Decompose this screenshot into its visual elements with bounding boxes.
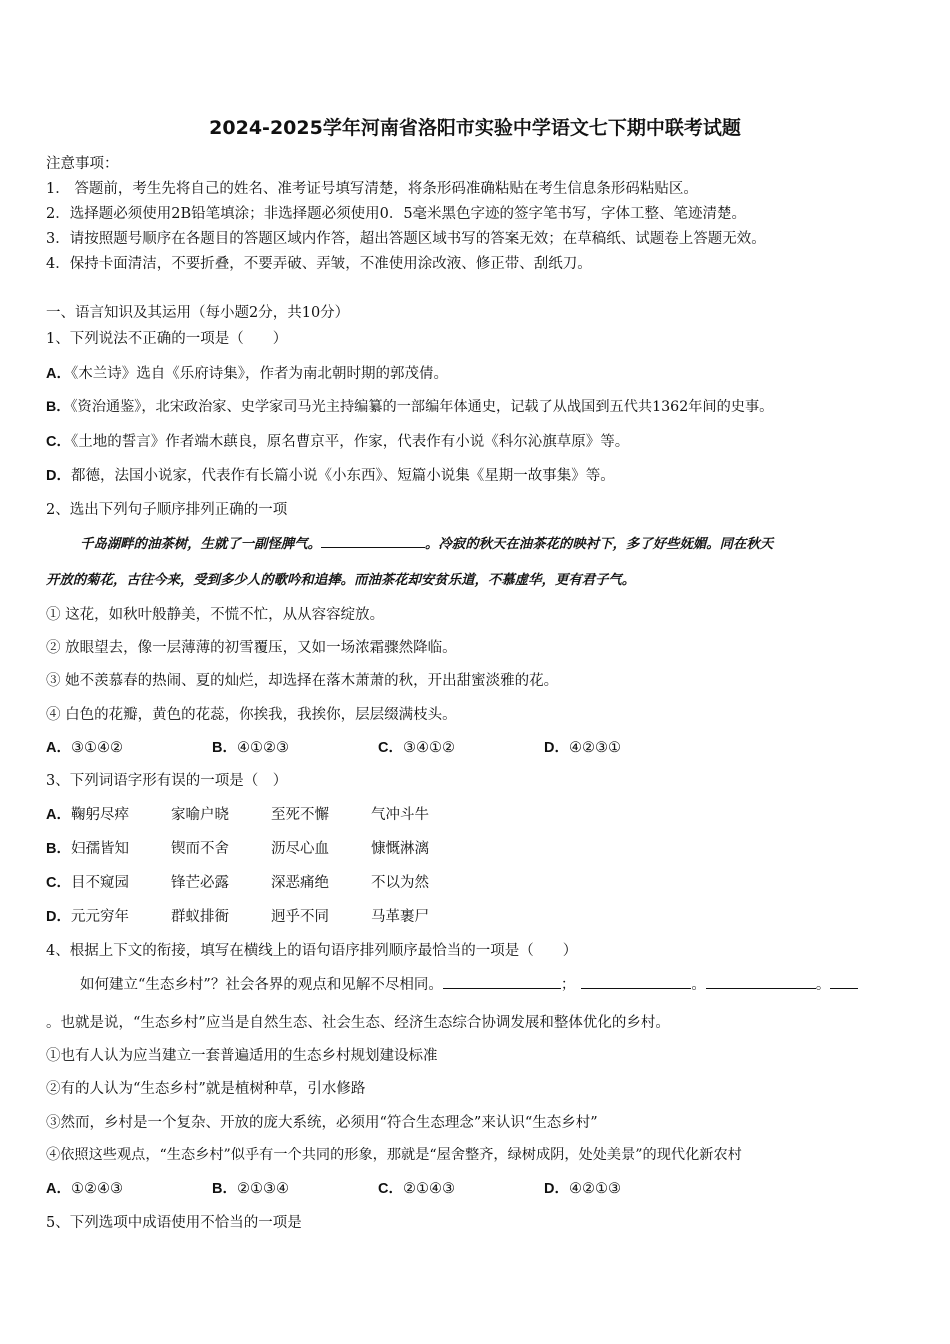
answer-blank bbox=[706, 974, 816, 989]
q2-options bbox=[46, 736, 621, 757]
q4-sentence: ④依照这些观点，“生态乡村”似乎有一个共同的形象，那就是“屋舍整齐，绿树成阴，处处美景”的现代化新农村 bbox=[46, 1147, 742, 1163]
q4-passage-line-2: 。也就是说，“生态乡村”应当是自然生态、社会生态、经济生态综合协调发展和整体优化的乡村。 bbox=[46, 1015, 670, 1031]
q3-option-a: A．鞠躬尽瘁 家喻户晓 至死不懈 气冲斗牛 bbox=[46, 807, 429, 823]
q2-sentence: ③ 她不羡慕春的热闹、夏的灿烂，却选择在落木萧萧的秋，开出甜蜜淡雅的花。 bbox=[46, 673, 559, 689]
q2-option-b: B．④①②③ bbox=[212, 740, 289, 756]
q1-option-c: C．《土地的誓言》作者端木蕻良，原名曹京平，作家，代表作有小说《科尔沁旗草原》等。 bbox=[46, 434, 630, 450]
q4-options bbox=[46, 1177, 621, 1198]
q2-sentence: ② 放眼望去，像一层薄薄的初雪覆压，又如一场浓霜骤然降临。 bbox=[46, 640, 457, 656]
q3-option-c: C．目不窥园 锋芒必露 深恶痛绝 不以为然 bbox=[46, 875, 429, 891]
q4-option-d: D．④②①③ bbox=[544, 1181, 621, 1197]
q2-sentence: ④ 白色的花瓣，黄色的花蕊，你挨我，我挨你，层层缀满枝头。 bbox=[46, 707, 457, 723]
question-3-stem: 3、下列词语字形有误的一项是（ ） bbox=[46, 773, 288, 789]
q2-passage-line-1: 千岛湖畔的油茶树，生就了一副怪脾气。 。冷寂的秋天在油茶花的映衬下，多了好些妩媚。同在秋天 bbox=[80, 533, 773, 552]
q2-option-c: C．③④①② bbox=[378, 740, 455, 756]
question-2-stem: 2、选出下列句子顺序排列正确的一项 bbox=[46, 502, 288, 518]
q2-passage-line-2: 开放的菊花，古往今来，受到多少人的歌吟和追捧。而油茶花却安贫乐道，不慕虚华，更有君子气。 bbox=[46, 572, 636, 588]
notice-heading: 注意事项： bbox=[46, 156, 119, 172]
q2-sentence: ① 这花，如秋叶般静美，不慌不忙，从从容容绽放。 bbox=[46, 607, 385, 623]
question-5-stem: 5、下列选项中成语使用不恰当的一项是 bbox=[46, 1215, 302, 1231]
question-4-stem: 4、根据上下文的衔接，填写在横线上的语句语序排列顺序最恰当的一项是（ ） bbox=[46, 943, 578, 959]
q4-option-c: C．②①④③ bbox=[378, 1181, 455, 1197]
answer-blank bbox=[830, 974, 858, 989]
q3-option-b: B．妇孺皆知 锲而不舍 沥尽心血 慷慨淋漓 bbox=[46, 841, 429, 857]
q2-option-d: D．④②③① bbox=[544, 740, 621, 756]
q4-option-b: B．②①③④ bbox=[212, 1181, 289, 1197]
q4-sentence: ②有的人认为“生态乡村”就是植树种草，引水修路 bbox=[46, 1081, 366, 1097]
answer-blank bbox=[321, 533, 425, 548]
notice-item: 2．选择题必须使用2B铅笔填涂；非选择题必须使用0．5毫米黑色字迹的签字笔书写，字体工整、笔迹清楚。 bbox=[46, 206, 747, 222]
notice-item: 3．请按照题号顺序在各题目的答题区域内作答，超出答题区域书写的答案无效；在草稿纸、试题卷上答题无效。 bbox=[46, 231, 766, 247]
q4-sentence: ①也有人认为应当建立一套普遍适用的生态乡村规划建设标准 bbox=[46, 1048, 438, 1064]
answer-blank bbox=[443, 974, 561, 989]
notice-item: 4．保持卡面清洁，不要折叠，不要弄破、弄皱，不准使用涂改液、修正带、刮纸刀。 bbox=[46, 256, 592, 272]
q3-option-d: D．元元穷年 群蚁排衙 迥乎不同 马革裹尸 bbox=[46, 909, 429, 925]
notice-item: 1． 答题前，考生先将自己的姓名、准考证号填写清楚，将条形码准确粘贴在考生信息条形码粘贴区。 bbox=[46, 181, 698, 197]
q4-sentence: ③然而，乡村是一个复杂、开放的庞大系统，必须用“符合生态理念”来认识“生态乡村” bbox=[46, 1115, 598, 1131]
q1-option-b: B．《资治通鉴》，北宋政治家、史学家司马光主持编纂的一部编年体通史，记载了从战国到五代共1362年间的史事。 bbox=[46, 399, 774, 415]
answer-blank bbox=[581, 974, 691, 989]
question-1-stem: 1、下列说法不正确的一项是（ ） bbox=[46, 331, 288, 347]
q4-passage-line-1: 如何建立“生态乡村”？社会各界的观点和见解不尽相同。 ； 。 。 bbox=[80, 973, 858, 994]
q4-option-a: A．①②④③ bbox=[46, 1181, 123, 1197]
q1-option-a: A．《木兰诗》选自《乐府诗集》，作者为南北朝时期的郭茂倩。 bbox=[46, 366, 448, 382]
q2-option-a: A．③①④② bbox=[46, 740, 123, 756]
page-title: 2024-2025学年河南省洛阳市实验中学语文七下期中联考试题 bbox=[209, 117, 741, 139]
section-heading: 一、语言知识及其运用（每小题2分，共10分） bbox=[46, 305, 350, 321]
q1-option-d: D．都德，法国小说家，代表作有长篇小说《小东西》、短篇小说集《星期一故事集》等。 bbox=[46, 468, 615, 484]
